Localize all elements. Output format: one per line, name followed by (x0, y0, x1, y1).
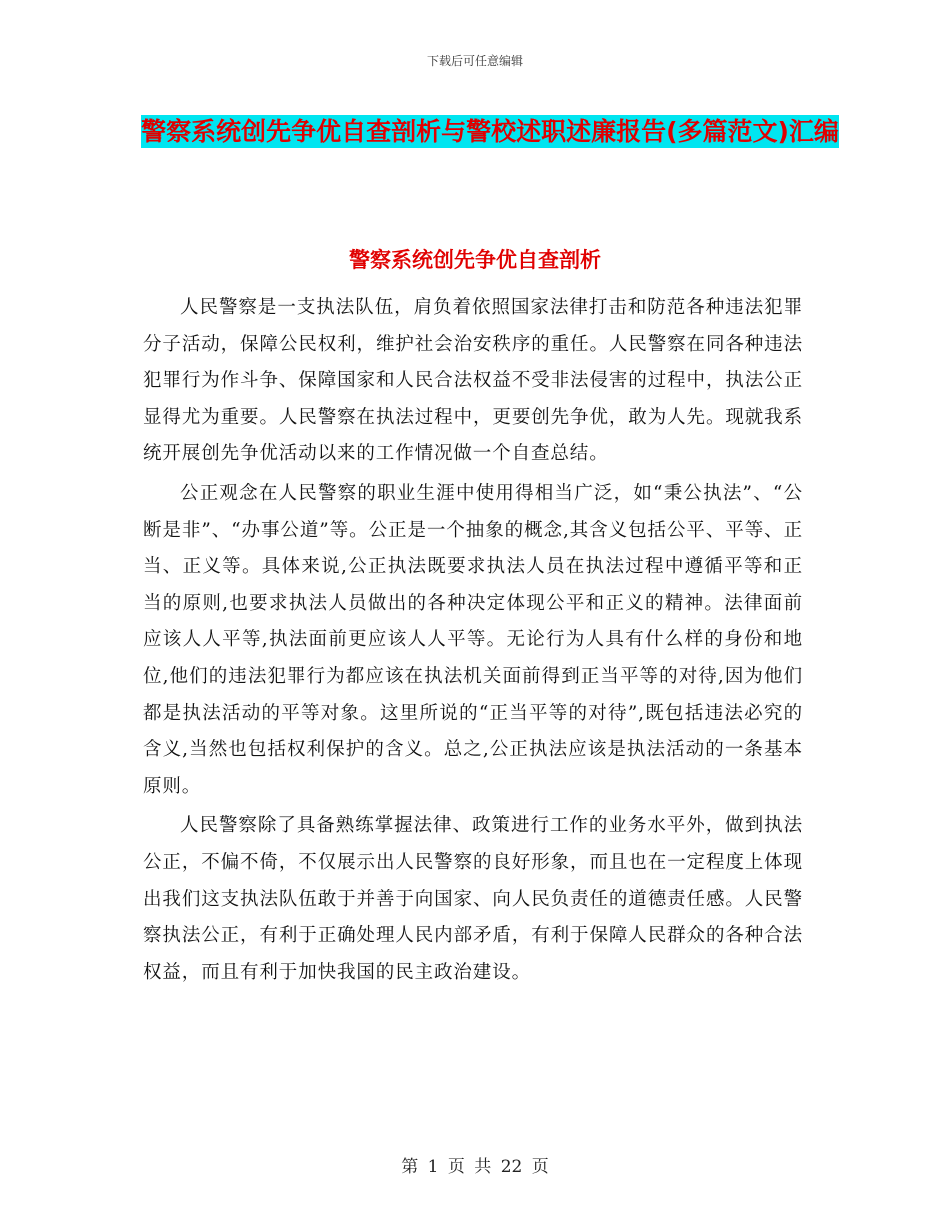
document-title (140, 106, 840, 158)
body-text (143, 290, 803, 994)
paragraph-2: 公正观念在人民警察的职业生涯中使用得相当广泛，如“秉公执法”、“公断是非”、“办事公道”等。公正是一个抽象的概念,其含义包括公平、平等、正当、正义等。具体来说,公正执法既要求执法人员在执法过程中遵循平等和正当的原则,也要求执法人员做出的各种决定体现公平和正义的精神。法律面前应该人人平等,执法面前更应该人人平等。无论行为人具有什么样的身份和地位,他们的违法犯罪行为都应该在执法机关面前得到正当平等的对待,因为他们都是执法活动的平等对象。这里所说的“正当平等的对待”,既包括违法必究的含义,当然也包括权利保护的含义。总之,公正执法应该是执法活动的一条基本原则。 (143, 482, 803, 797)
document-title-text: 警察系统创先争优自查剖析与警校述职述廉报告(多篇范文)汇编 (141, 117, 839, 146)
header-note: 下载后可任意编辑 (426, 54, 523, 68)
paragraph-3: 人民警察除了具备熟练掌握法律、政策进行工作的业务水平外，做到执法公正，不偏不倚，不仅展示出人民警察的良好形象，而且也在一定程度上体现出我们这支执法队伍敢于并善于向国家、向人民负责任的道德责任感。人民警察执法公正，有利于正确处理人民内部矛盾，有利于保障人民群众的各种合法权益，而且有利于加快我国的民主政治建设。 (143, 815, 803, 983)
section-heading: 警察系统创先争优自查剖析 (349, 248, 601, 272)
paragraph-1: 人民警察是一支执法队伍，肩负着依照国家法律打击和防范各种违法犯罪分子活动，保障公民权利，维护社会治安秩序的重任。人民警察在同各种违法犯罪行为作斗争、保障国家和人民合法权益不受非法侵害的过程中，执法公正显得尤为重要。人民警察在执法过程中，更要创先争优，敢为人先。现就我系统开展创先争优活动以来的工作情况做一个自查总结。 (143, 297, 803, 465)
page-number: 第 1 页 共 22 页 (401, 1157, 549, 1177)
